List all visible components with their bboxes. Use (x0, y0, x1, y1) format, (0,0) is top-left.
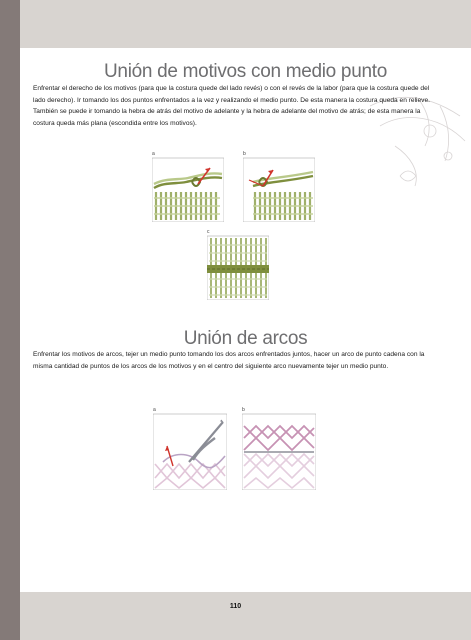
page-frame-left (0, 0, 20, 640)
section-body-medio-punto: Enfrentar el derecho de los motivos (para que la costura quede del lado revés) o con el revés de la labor (para que la costura quede del lado derecho). Ir tomando los dos puntos enfrentados a la vez y realizando el medio punto. De esta manera la costura queda en relieve. También se puede ir tomando la hebra de atrás del motivo de adelante y la hebra de adelante del motivo de atrás; de esta manera la costura queda más plana (escondida entre los motivos). (33, 85, 430, 127)
section-body-arcos: Enfrentar los motivos de arcos, tejer un medio punto tomando los dos arcos enfrentados juntos, hacer un arco de punto cadena con la misma cantidad de puntos de los arcos de los motivos y en el centro del siguiente arco nuevamente tejer un medio punto. (33, 351, 425, 370)
section-title-arcos: Unión de arcos (183, 328, 308, 349)
figure-label: a (152, 151, 155, 157)
figure-label: c (207, 229, 210, 235)
page-content (20, 48, 471, 592)
crochet-seam-illustration (243, 152, 315, 222)
page-frame-top (20, 0, 471, 48)
crochet-arcs-join-illustration (153, 408, 227, 490)
figure-joining-a (152, 152, 224, 222)
figure-joining-c (207, 230, 269, 300)
crochet-arcs-joined-illustration (242, 408, 316, 490)
figure-label: b (242, 407, 245, 413)
figure-label: a (153, 407, 156, 413)
crochet-fabric-joined-illustration (207, 230, 269, 300)
crochet-seam-illustration (152, 152, 224, 222)
figure-arcs-a (153, 408, 227, 490)
section-title-medio-punto: Unión de motivos con medio punto (104, 61, 387, 82)
page-number: 110 (229, 603, 242, 610)
figure-label: b (243, 151, 246, 157)
figure-joining-b (243, 152, 315, 222)
page-frame-bottom (20, 592, 471, 640)
figure-arcs-b (242, 408, 316, 490)
